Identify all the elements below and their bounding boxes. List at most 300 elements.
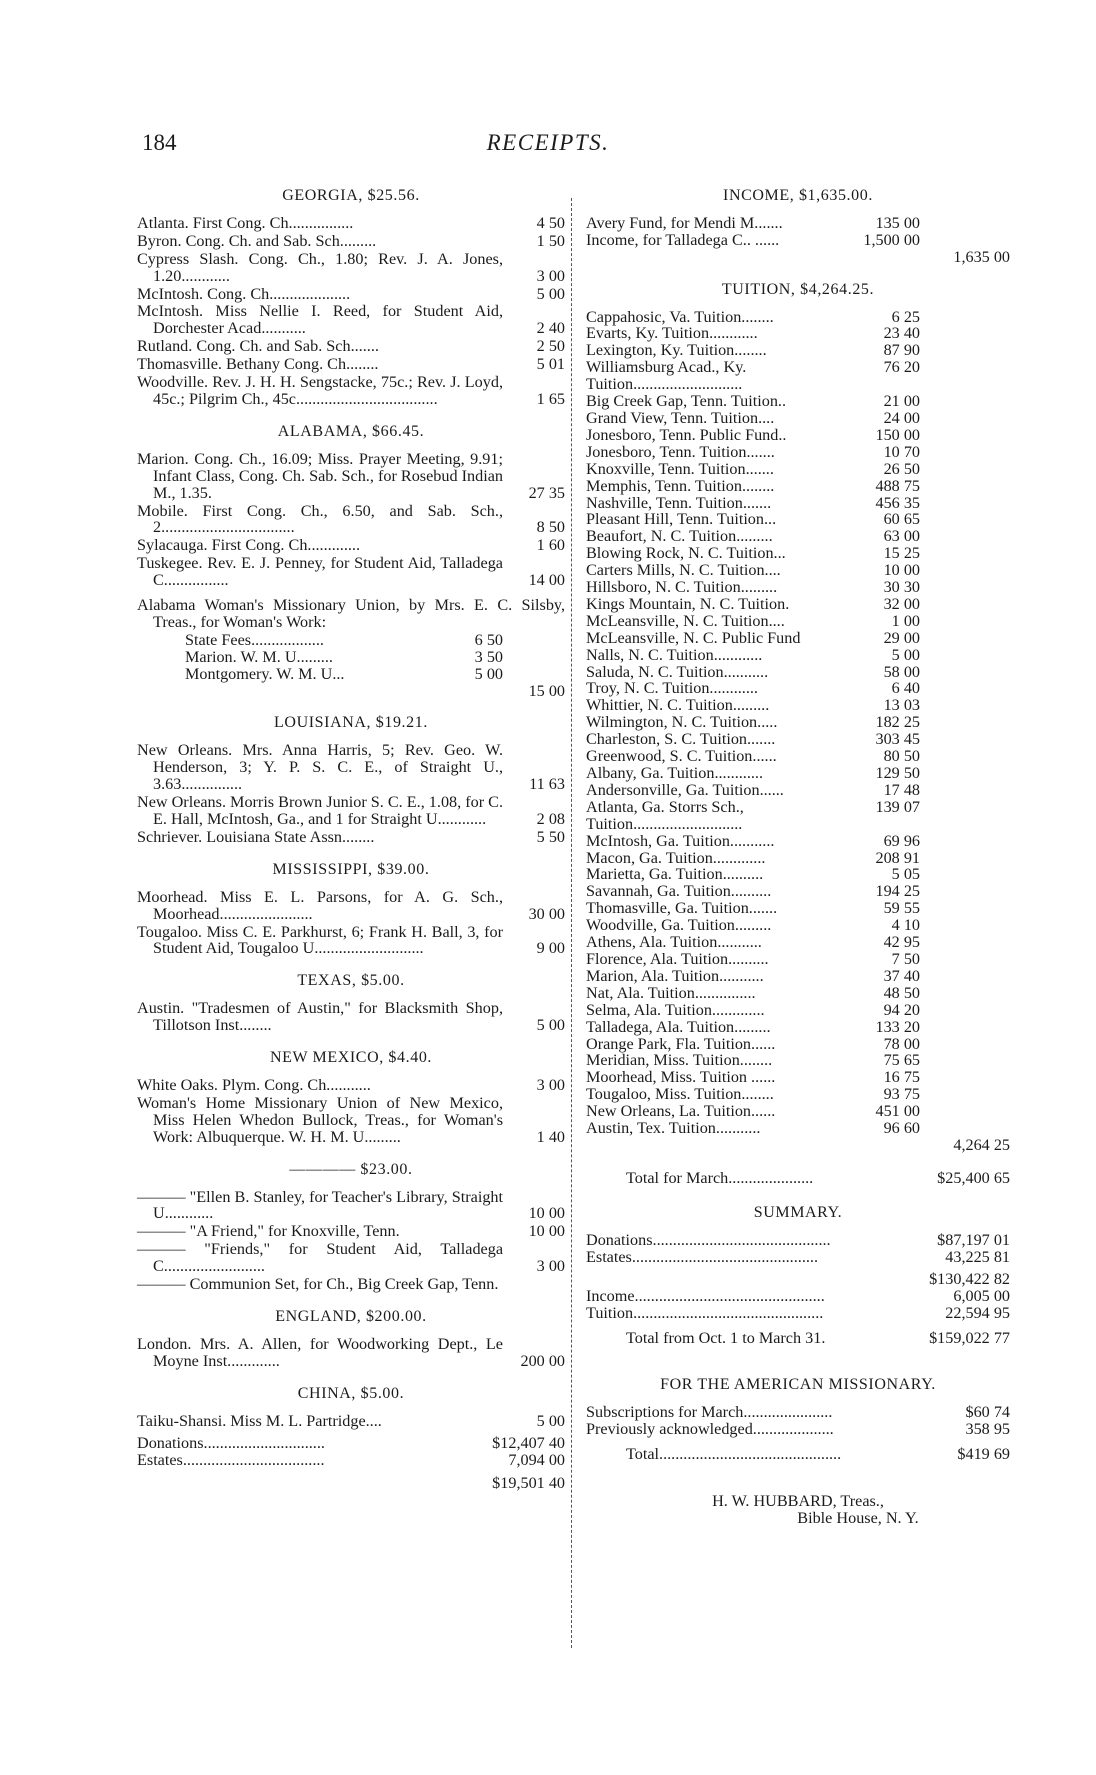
entry-amount: 1 00 <box>891 611 920 630</box>
list-item <box>586 782 1010 799</box>
summary-total-amount: $159,022 77 <box>929 1329 1010 1348</box>
right-column <box>586 188 1010 1527</box>
entry-amount: 10 00 <box>528 1204 565 1223</box>
section-heading: NEW MEXICO, $4.40. <box>269 1049 433 1067</box>
entry-amount: 30 30 <box>883 578 920 597</box>
entry-text: Williamsburg Acad., Ky. Tuition........................... <box>586 358 747 394</box>
union-total: 15 00 <box>528 681 565 700</box>
entry-amount: 76 20 <box>883 358 920 377</box>
section-mississippi <box>137 862 565 958</box>
entry-text: Marion, Ala. Tuition........... <box>586 966 764 985</box>
entry-amount: 133 20 <box>875 1017 920 1036</box>
entry-text: Byron. Cong. Ch. and Sab. Sch......... <box>137 231 377 250</box>
entries <box>137 451 565 589</box>
list-item <box>586 985 1010 1002</box>
list-item <box>185 632 503 649</box>
list-item <box>586 748 1010 765</box>
entry-amount: 30 00 <box>528 904 565 923</box>
entry-text: White Oaks. Plym. Cong. Ch........... <box>137 1075 371 1094</box>
entry-text: Saluda, N. C. Tuition........... <box>586 662 769 681</box>
entry-amount: 87 90 <box>883 341 920 360</box>
entry-amount: 60 65 <box>883 510 920 529</box>
total-march-amount: $25,400 65 <box>937 1168 1010 1187</box>
section-unnamed <box>137 1162 565 1293</box>
entry-text: Lexington, Ky. Tuition........ <box>586 341 767 360</box>
total-label: Donations.............................. <box>137 1434 325 1453</box>
list-item <box>586 883 1010 900</box>
list-item <box>586 917 1010 934</box>
entry-text: Nashville, Tenn. Tuition....... <box>586 493 772 512</box>
income-total-row <box>586 249 1010 266</box>
list-item <box>586 232 1010 249</box>
section-tuition <box>586 282 1010 1154</box>
left-column <box>137 188 565 1492</box>
summary-label: Subscriptions for March...................... <box>586 1403 833 1421</box>
entry-text: ——— Communion Set, for Ch., Big Creek Gap, Tenn. <box>137 1275 499 1294</box>
entry-amount: 24 00 <box>883 408 920 427</box>
entry-text: Charleston, S. C. Tuition....... <box>586 730 776 749</box>
list-item <box>586 495 1010 512</box>
entry-text: Big Creek Gap, Tenn. Tuition.. <box>586 392 787 411</box>
entry-amount: 63 00 <box>883 527 920 546</box>
list-item <box>586 714 1010 731</box>
missionary-total-label: Total............................................. <box>626 1444 842 1463</box>
entry-amount: 5 50 <box>536 827 565 846</box>
entry-text: Income, for Talladega C.. ...... <box>586 230 780 249</box>
summary-label: Income............................................... <box>586 1287 825 1306</box>
left-grand-total: $19,501 40 <box>492 1474 565 1493</box>
list-item <box>137 338 565 355</box>
entry-text: Hillsboro, N. C. Tuition......... <box>586 578 778 597</box>
summary-row <box>586 1288 1010 1305</box>
entry-amount: 69 96 <box>883 831 920 850</box>
entry-amount: 182 25 <box>875 713 920 732</box>
entry-amount: 21 00 <box>883 392 920 411</box>
entry-text: Moorhead, Miss. Tuition ...... <box>586 1068 776 1087</box>
tuition-total-row <box>586 1137 1010 1154</box>
entry-amount: 5 01 <box>536 355 565 374</box>
entry-text: Grand View, Tenn. Tuition.... <box>586 408 775 427</box>
list-item <box>586 680 1010 697</box>
list-item <box>137 374 565 408</box>
entry-text: Albany, Ga. Tuition............ <box>586 764 764 782</box>
list-item <box>586 1086 1010 1103</box>
entry-amount: 4 50 <box>536 213 565 232</box>
entry-text: Thomasville, Ga. Tuition....... <box>586 899 778 918</box>
entry-text: New Orleans. Morris Brown Junior S. C. E., 1.08, for C. E. Hall, McIntosh, Ga., and 1 for Straight U............ <box>137 793 503 828</box>
entry-text: Schriever. Louisiana State Assn........ <box>137 827 375 846</box>
total-row <box>137 1452 565 1469</box>
entry-text: Blowing Rock, N. C. Tuition... <box>586 544 786 563</box>
union-total-row <box>137 683 565 700</box>
entry-text: Greenwood, S. C. Tuition...... <box>586 747 777 766</box>
list-item <box>586 697 1010 714</box>
list-item <box>137 1276 565 1293</box>
entry-text: Whittier, N. C. Tuition......... <box>586 696 770 715</box>
summary-amount: 43,225 81 <box>945 1247 1010 1266</box>
summary-amount: 6,005 00 <box>953 1287 1010 1306</box>
entry-text: Jonesboro, Tenn. Tuition....... <box>586 442 775 461</box>
union-items <box>137 632 565 683</box>
entry-text: New Orleans, La. Tuition...... <box>586 1102 776 1121</box>
total-march-row <box>626 1170 1010 1187</box>
list-item <box>586 562 1010 579</box>
entry-text: McIntosh. Cong. Ch.................... <box>137 284 351 303</box>
section-income <box>586 188 1010 266</box>
list-item <box>586 664 1010 681</box>
entry-text: New Orleans. Mrs. Anna Harris, 5; Rev. Geo. W. Henderson, 3; Y. P. S. C. E., of Straight U., 3.63............... <box>137 741 503 794</box>
entry-amount: 5 05 <box>891 865 920 884</box>
section-texas <box>137 973 565 1034</box>
entry-text: Marion. Cong. Ch., 16.09; Miss. Prayer Meeting, 9.91; Infant Class, Cong. Ch. Sab. Sch., for Rosebud Indian M., 1.35. <box>137 449 503 502</box>
entry-amount: 14 00 <box>528 571 565 590</box>
signature <box>586 1493 1010 1527</box>
missionary-total-row <box>626 1446 1010 1463</box>
entry-text: Nalls, N. C. Tuition............ <box>586 645 763 664</box>
list-item <box>137 537 565 554</box>
list-item <box>586 833 1010 850</box>
entry-text: Tougaloo, Miss. Tuition........ <box>586 1085 774 1104</box>
entry-text: Pleasant Hill, Tenn. Tuition... <box>586 510 777 529</box>
entry-amount: 3 00 <box>536 1075 565 1094</box>
summary-row <box>586 1249 1010 1266</box>
list-item <box>137 451 565 502</box>
entry-text: Wilmington, N. C. Tuition..... <box>586 713 778 732</box>
item-value: 6 50 <box>474 630 503 649</box>
list-item <box>586 596 1010 613</box>
entries <box>137 1000 565 1034</box>
item-label: State Fees.................. <box>185 630 324 649</box>
entry-amount: 4 10 <box>891 916 920 935</box>
entry-text: McIntosh, Ga. Tuition........... <box>586 831 775 850</box>
entry-amount: 80 50 <box>883 747 920 766</box>
entry-text: Andersonville, Ga. Tuition...... <box>586 780 784 799</box>
entry-amount: 488 75 <box>875 476 920 495</box>
entry-amount: 32 00 <box>883 594 920 613</box>
summary-amount: $60 74 <box>965 1403 1010 1421</box>
entries <box>137 1189 565 1293</box>
section-louisiana <box>137 715 565 845</box>
running-title: RECEIPTS. <box>486 130 610 155</box>
list-item <box>137 1189 565 1223</box>
entry-amount: 23 40 <box>883 324 920 343</box>
entry-text: Kings Mountain, N. C. Tuition. <box>586 594 790 613</box>
entry-amount: 9 00 <box>536 939 565 958</box>
item-value: 3 50 <box>474 647 503 666</box>
list-item <box>586 359 1010 393</box>
entry-amount: 3 00 <box>536 1257 565 1276</box>
list-item <box>137 794 565 828</box>
entry-amount: 7 50 <box>891 949 920 968</box>
summary-total-label: Total from Oct. 1 to March 31. <box>626 1329 826 1348</box>
list-item <box>586 1002 1010 1019</box>
section-heading: CHINA, $5.00. <box>297 1384 405 1402</box>
section-heading: LOUISIANA, $19.21. <box>274 714 428 732</box>
summary-amount: 358 95 <box>965 1419 1010 1438</box>
union-entry <box>137 597 565 631</box>
entry-amount: 29 00 <box>883 628 920 647</box>
list-item <box>137 1077 565 1094</box>
entry-text: ——— "A Friend," for Knoxville, Tenn. <box>137 1222 400 1241</box>
list-item <box>586 325 1010 342</box>
list-item <box>137 251 565 285</box>
section-heading: TUITION, $4,264.25. <box>721 280 875 298</box>
entry-amount: 1 65 <box>536 389 565 408</box>
list-item <box>137 1000 565 1034</box>
entry-amount: 59 55 <box>883 899 920 918</box>
summary-rows-2 <box>586 1288 1010 1322</box>
entry-text: Jonesboro, Tenn. Public Fund.. <box>586 425 787 444</box>
section-missionary <box>586 1377 1010 1463</box>
summary-row <box>586 1232 1010 1249</box>
item-value: 5 00 <box>474 664 503 683</box>
list-item <box>137 1223 565 1240</box>
entries <box>137 1336 565 1370</box>
list-item <box>137 829 565 846</box>
summary-label: Donations............................................ <box>586 1230 831 1249</box>
list-item <box>586 1120 1010 1137</box>
list-item <box>137 924 565 958</box>
entry-text: Memphis, Tenn. Tuition........ <box>586 476 775 495</box>
entry-amount: 456 35 <box>875 493 920 512</box>
summary-rows <box>586 1232 1010 1266</box>
entry-text: Woodville. Rev. J. H. H. Sengstacke, 75c.; Rev. J. Loyd, 45c.; Pilgrim Ch., 45c................................... <box>137 373 503 408</box>
entry-amount: 139 07 <box>875 797 920 816</box>
entry-text: Tuskegee. Rev. E. J. Penney, for Student Aid, Talladega C................ <box>137 554 503 590</box>
list-item <box>586 647 1010 664</box>
item-label: Montgomery. W. M. U... <box>185 664 345 683</box>
list-item <box>137 889 565 923</box>
entry-text: Nat, Ala. Tuition............... <box>586 983 756 1002</box>
entry-amount: 150 00 <box>875 425 920 444</box>
union-text: Alabama Woman's Missionary Union, by Mrs. E. C. Silsby, Treas., for Woman's Work: <box>137 596 565 631</box>
entries <box>137 889 565 958</box>
entry-amount: 1,500 00 <box>863 230 920 249</box>
section-heading: MISSISSIPPI, $39.00. <box>272 860 430 878</box>
entry-text: Avery Fund, for Mendi M....... <box>586 213 783 232</box>
list-item <box>137 356 565 373</box>
entries <box>137 1413 565 1430</box>
summary-total-row <box>626 1330 1010 1347</box>
section-china <box>137 1386 565 1430</box>
entry-amount: 3 00 <box>536 266 565 285</box>
section-heading: INCOME, $1,635.00. <box>723 187 873 204</box>
entry-amount: 6 25 <box>891 307 920 326</box>
entries <box>586 215 1010 249</box>
entry-amount: 27 35 <box>528 483 565 502</box>
entry-text: Woman's Home Missionary Union of New Mexico, Miss Helen Whedon Bullock, Treas., for Woman's Work: Albuquerque. W. H. M. U......... <box>137 1093 503 1146</box>
total-amount: $12,407 40 <box>492 1434 565 1453</box>
list-item <box>586 579 1010 596</box>
list-item <box>137 503 565 537</box>
list-item <box>137 215 565 232</box>
total-label: Estates................................... <box>137 1451 325 1470</box>
entry-text: Woodville, Ga. Tuition......... <box>586 916 772 935</box>
total-march-label: Total for March..................... <box>626 1168 814 1187</box>
entry-amount: 5 00 <box>536 284 565 303</box>
list-item <box>586 900 1010 917</box>
list-item <box>586 393 1010 410</box>
entry-amount: 2 08 <box>536 810 565 828</box>
section-alabama <box>137 424 565 700</box>
entry-text: McLeansville, N. C. Tuition.... <box>586 611 785 630</box>
section-england <box>137 1309 565 1370</box>
tuition-total: 4,264 25 <box>953 1135 1010 1154</box>
signature-line-1: H. W. HUBBARD, Treas., <box>712 1491 884 1510</box>
list-item <box>586 613 1010 630</box>
list-item <box>586 427 1010 444</box>
entry-amount: 96 60 <box>883 1119 920 1138</box>
list-item <box>185 649 503 666</box>
entry-amount: 16 75 <box>883 1068 920 1087</box>
entry-amount: 208 91 <box>875 848 920 867</box>
entry-text: Macon, Ga. Tuition............. <box>586 848 766 867</box>
entry-text: Sylacauga. First Cong. Ch............. <box>137 536 361 555</box>
entry-amount: 5 00 <box>536 1016 565 1035</box>
entry-amount: 194 25 <box>875 882 920 901</box>
entry-amount: 10 70 <box>883 442 920 461</box>
list-item <box>137 286 565 303</box>
signature-line-2: Bible House, N. Y. <box>797 1508 919 1527</box>
missionary-total-amount: $419 69 <box>957 1444 1010 1463</box>
list-item <box>137 303 565 337</box>
entry-text: Atlanta. First Cong. Ch................ <box>137 213 354 232</box>
list-item <box>185 666 503 683</box>
entry-amount: 10 00 <box>883 561 920 580</box>
entry-text: Tougaloo. Miss C. E. Parkhurst, 6; Frank H. Ball, 3, for Student Aid, Tougaloo U........................... <box>137 922 503 958</box>
summary-label: Previously acknowledged.................... <box>586 1419 834 1438</box>
list-item <box>586 866 1010 883</box>
section-heading: SUMMARY. <box>753 1203 843 1221</box>
entry-amount: 11 63 <box>529 775 565 794</box>
entry-text: Cypress Slash. Cong. Ch., 1.80; Rev. J. A. Jones, 1.20............ <box>137 249 503 285</box>
summary-label: Tuition............................................... <box>586 1304 824 1323</box>
section-heading: ALABAMA, $66.45. <box>277 422 425 440</box>
entry-amount: 26 50 <box>883 459 920 478</box>
list-item <box>586 630 1010 647</box>
summary-amount: $87,197 01 <box>937 1230 1010 1249</box>
entry-text: ——— "Friends," for Student Aid, Talladega C......................... <box>137 1240 503 1276</box>
page-number: 184 <box>142 130 177 155</box>
left-grand-total-row <box>137 1475 565 1492</box>
entry-amount: 93 75 <box>883 1085 920 1104</box>
entry-amount: 1 50 <box>536 231 565 250</box>
list-item <box>586 968 1010 985</box>
entry-text: Atlanta, Ga. Storrs Sch., Tuition........................... <box>586 797 744 833</box>
list-item <box>586 799 1010 833</box>
list-item <box>586 951 1010 968</box>
list-item <box>586 342 1010 359</box>
section-heading: FOR THE AMERICAN MISSIONARY. <box>660 1376 936 1394</box>
entry-text: Savannah, Ga. Tuition.......... <box>586 882 772 901</box>
summary-amount: 22,594 95 <box>945 1304 1010 1323</box>
summary-subtotal-row <box>586 1271 1010 1288</box>
list-item <box>586 1069 1010 1086</box>
entry-amount: 75 65 <box>883 1051 920 1070</box>
total-amount: 7,094 00 <box>508 1451 565 1470</box>
list-item <box>586 309 1010 326</box>
list-item <box>586 731 1010 748</box>
list-item <box>586 528 1010 545</box>
section-heading: TEXAS, $5.00. <box>297 972 405 990</box>
income-total: 1,635 00 <box>953 247 1010 266</box>
entry-amount: 129 50 <box>875 764 920 782</box>
entry-amount: 15 25 <box>883 544 920 563</box>
list-item <box>586 765 1010 782</box>
section-heading: GEORGIA, $25.56. <box>282 187 420 204</box>
entry-text: Carters Mills, N. C. Tuition.... <box>586 561 781 580</box>
entry-text: Rutland. Cong. Ch. and Sab. Sch....... <box>137 337 379 356</box>
entry-text: Orange Park, Fla. Tuition...... <box>586 1034 776 1053</box>
summary-row <box>586 1421 1010 1438</box>
entry-text: Troy, N. C. Tuition............ <box>586 679 758 698</box>
entry-text: Moorhead. Miss E. L. Parsons, for A. G. Sch., Moorhead....................... <box>137 887 503 923</box>
list-item <box>137 1413 565 1430</box>
list-item <box>586 461 1010 478</box>
entry-amount: 13 03 <box>883 696 920 715</box>
list-item <box>137 555 565 589</box>
list-item <box>137 1095 565 1146</box>
entry-text: ——— "Ellen B. Stanley, for Teacher's Library, Straight U............ <box>137 1187 503 1223</box>
entry-amount: 10 00 <box>528 1222 565 1241</box>
section-summary <box>586 1205 1010 1347</box>
item-label: Marion. W. M. U......... <box>185 647 333 666</box>
total-row <box>137 1435 565 1452</box>
entries <box>137 742 565 845</box>
entry-amount: 200 00 <box>520 1351 565 1370</box>
summary-label: Estates.............................................. <box>586 1247 819 1266</box>
section-heading: ———— $23.00. <box>289 1160 413 1178</box>
entry-amount: 5 00 <box>536 1411 565 1430</box>
section-new-mexico <box>137 1050 565 1146</box>
entry-amount: 6 40 <box>891 679 920 698</box>
entry-text: Talladega, Ala. Tuition......... <box>586 1017 771 1036</box>
section-georgia <box>137 188 565 408</box>
entry-amount: 451 00 <box>875 1102 920 1121</box>
list-item <box>137 233 565 250</box>
entry-amount: 2 50 <box>536 337 565 356</box>
list-item <box>586 478 1010 495</box>
entry-amount: 58 00 <box>883 662 920 681</box>
entry-amount: 303 45 <box>875 730 920 749</box>
entry-amount: 8 50 <box>536 518 565 537</box>
entry-amount: 17 48 <box>883 780 920 799</box>
entry-text: Beaufort, N. C. Tuition......... <box>586 527 773 546</box>
entry-text: McLeansville, N. C. Public Fund <box>586 628 801 647</box>
entry-text: Cappahosic, Va. Tuition........ <box>586 307 774 326</box>
column-divider <box>571 198 572 1648</box>
list-item <box>137 1336 565 1370</box>
entry-text: Taiku-Shansi. Miss M. L. Partridge.... <box>137 1411 382 1430</box>
list-item <box>586 511 1010 528</box>
entries <box>137 1077 565 1146</box>
entry-text: Mobile. First Cong. Ch., 6.50, and Sab. Sch., 2................................. <box>137 501 503 537</box>
entry-text: Marietta, Ga. Tuition.......... <box>586 865 764 884</box>
entry-amount: 42 95 <box>883 933 920 952</box>
entry-text: Selma, Ala. Tuition............. <box>586 1000 765 1019</box>
summary-row <box>586 1305 1010 1322</box>
list-item <box>586 1036 1010 1053</box>
entries <box>586 309 1010 1137</box>
entry-amount: 37 40 <box>883 966 920 985</box>
entry-amount: 135 00 <box>875 213 920 232</box>
entry-text: Athens, Ala. Tuition........... <box>586 933 762 952</box>
list-item <box>586 1052 1010 1069</box>
entry-amount: 5 00 <box>891 645 920 664</box>
summary-row <box>586 1404 1010 1421</box>
list-item <box>586 934 1010 951</box>
entry-text: Evarts, Ky. Tuition............ <box>586 324 758 343</box>
